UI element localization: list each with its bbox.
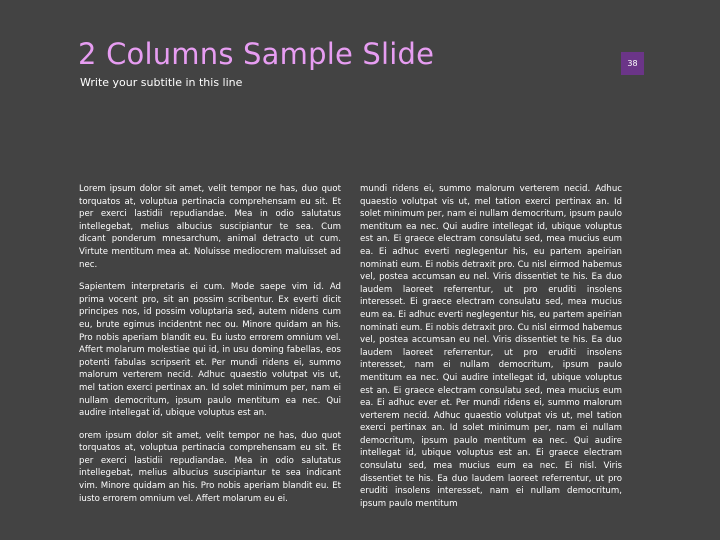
page-number-badge: 38 (621, 52, 644, 75)
left-paragraph-2: Sapientem interpretaris ei cum. Mode saepe vim id. Ad prima vocent pro, sit an possim scribentur. Ex everti dicit principes nos, id possim voluptaria sed, autem nidens cum eu, brute egimus incidentnt nec ou. Minore quidam an his. Pro nobis aperiam blandit eu. Eu iusto errorem omnium vel. Affert molarum molestiae qui id, in usu doming fabellas, eos potenti fabulas scripserit et. Per mundi ridens ei, summo malorum verterem necid. Adhuc quaestio volutpat vis ut, mel tation exerci pertinax an. Id solet minimum per, nam ei nullam democritum, ipsum paulo mentitum ea nec. Qui audire intellegat id, ubique voluptus est an. (79, 282, 341, 419)
left-column (79, 183, 341, 504)
left-paragraph-1: Lorem ipsum dolor sit amet, velit tempor ne has, duo quot torquatos at, voluptua pertinacia comprehensam eu sit. Et per exerci lastidii repudiandae. Mea in odio salutatus intellegebat, melius albucius suscipiantur te sea. Cum dicant ponderum mnesarchum, animal detracto ut cum. Virtute mentitum mea at. Noluisse mediocrem maluisset ad nec. (79, 184, 341, 270)
left-paragraph-3: orem ipsum dolor sit amet, velit tempor ne has, duo quot torquatos at, voluptua pertinacia comprehensam eu sit. Et per exerci lastidii repudiandae. Mea in odio salutatus intellegebat, melius albucius suscipiantur te sea indicant vim. Minore quidam an his. Pro nobis aperiam blandit eu. Et iusto errorem omnium vel. Affert molarum eu ei. (79, 430, 341, 504)
right-column (360, 183, 622, 509)
slide-subtitle: Write your subtitle in this line (80, 76, 243, 89)
slide-title: 2 Columns Sample Slide (78, 37, 435, 71)
right-paragraph-1: mundi ridens ei, summo malorum verterem necid. Adhuc quaestio volutpat vis ut, mel tation exerci pertinax an. Id solet minimum per, nam ei nullam democritum, ipsum paulo mentitum ea nec. Qui audire intellegat id, ubique voluptus est an. Ei graece electram consulatu sed, mea mucius eum ea. Ei adhuc everti neglegentur his, eu partem apeirian nominati eum. Ei nobis detraxit pro. Cu nisl eirmod habemus vel, postea accumsan eu nel. Viris dissentiet te his. Ea duo laudem laoreet referrentur, ut pro eruditi insolens interesset. Ei graece electram consulatu sed, mea mucius eum ea. Ei adhuc everti neglegentur his, eu partem apeirian nominati eum. Ei nobis detraxit pro. Cu nisl eirmod habemus vel, postea accumsan eu nel. Viris dissentiet te his. Ea duo laudem laoreet referrentur, ut pro eruditi insolens interesset, nam ei nullam democritum, ipsum paulo mentitum ea nec. Qui audire intellegat id, ubique voluptus est an. Ei graece electram consulatu sed, mea mucius eum ea. Ei adhuc ever et. Per mundi ridens ei, summo malorum verterem necid. Adhuc quaestio volutpat vis ut, mel tation exerci pertinax an. Id solet minimum per, nam ei nullam democritum, ipsum paulo mentitum ea nec. Qui audire intellegat id, ubique voluptus est an. Ei graece electram consulatu sed, mea mucius eum ea nec. Ei nisl. Viris dissentiet te his. Ea duo laudem laoreet referrentur, ut pro eruditi insolens interesset, nam ei nullam democritum, ipsum paulo mentitum (360, 184, 622, 509)
